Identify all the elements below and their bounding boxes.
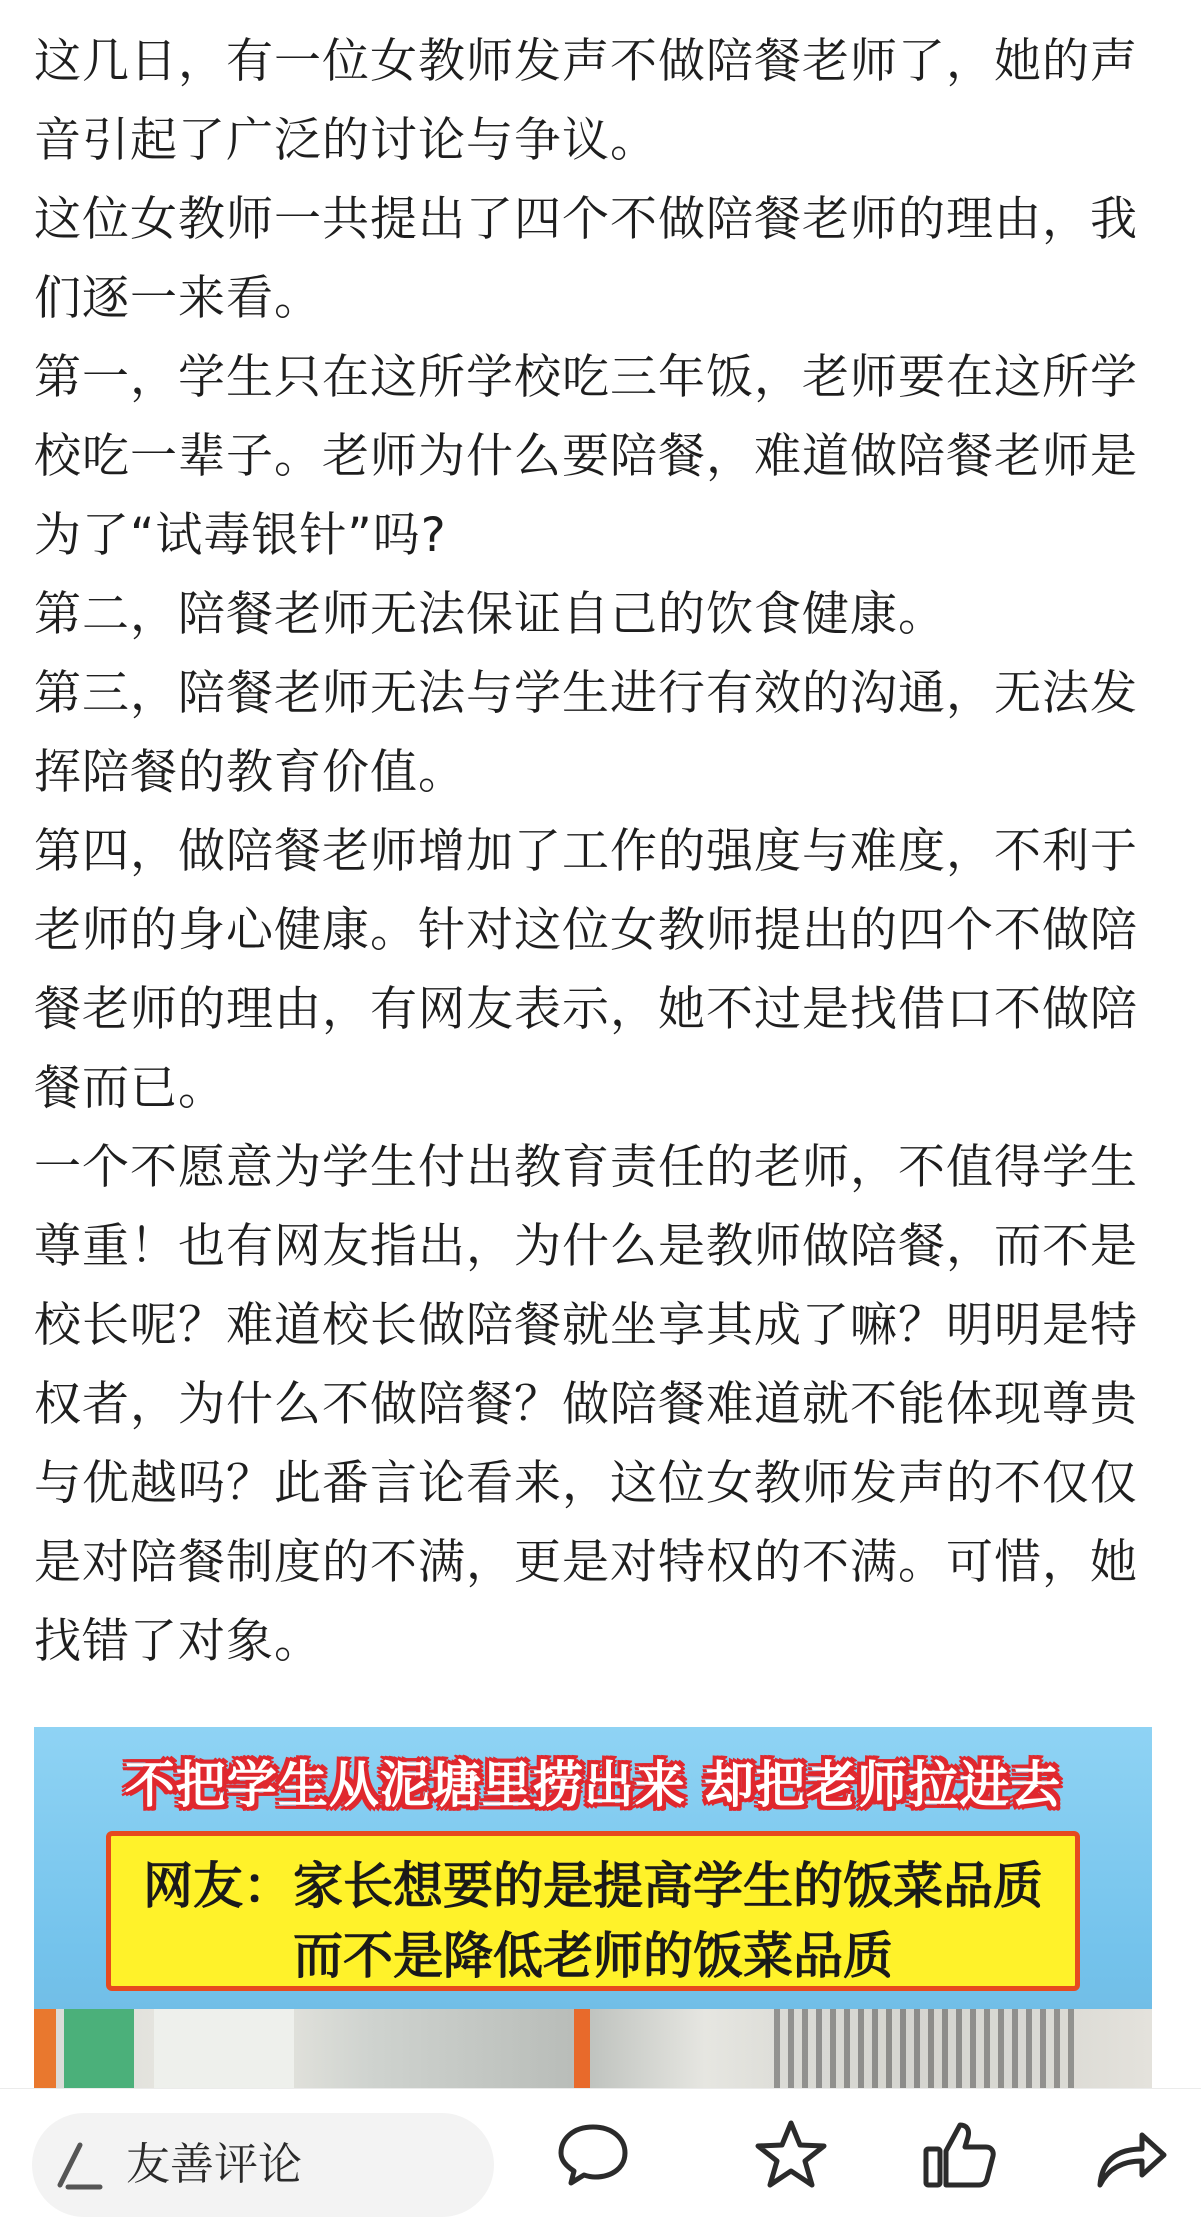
article-paragraph: 这几日，有一位女教师发声不做陪餐老师了，她的声音引起了广泛的讨论与争议。 <box>34 34 1138 168</box>
comment-button[interactable] <box>553 2115 633 2195</box>
comment-placeholder: 友善评论 <box>126 2139 302 2190</box>
image-caption-line-2: 而不是降低老师的饭菜品质 <box>293 1927 893 1985</box>
article-body <box>34 22 1144 1681</box>
favorite-button[interactable] <box>751 2115 831 2195</box>
comment-icon <box>553 2115 633 2195</box>
image-caption-line-1: 网友：家长想要的是提高学生的饭菜品质 <box>143 1857 1043 1915</box>
image-caption-box <box>106 1831 1080 1991</box>
like-button[interactable] <box>920 2115 1000 2195</box>
like-icon <box>920 2115 1000 2195</box>
article-paragraph: 第三，陪餐老师无法与学生进行有效的沟通，无法发挥陪餐的教育价值。 <box>34 666 1138 800</box>
article-paragraph: 第二，陪餐老师无法保证自己的饮食健康。 <box>34 587 946 642</box>
bottom-action-bar <box>0 2088 1201 2237</box>
pen-icon <box>54 2137 106 2193</box>
article-paragraph: 第四，做陪餐老师增加了工作的强度与难度，不利于老师的身心健康。针对这位女教师提出的四个不做陪餐老师的理由，有网友表示，她不过是找借口不做陪餐而已。 <box>34 824 1138 1116</box>
image-photo-strip <box>34 2009 1152 2097</box>
article-image[interactable] <box>34 1727 1152 2097</box>
article-paragraph: 第一，学生只在这所学校吃三年饭，老师要在这所学校吃一辈子。老师为什么要陪餐，难道做陪餐老师是为了“试毒银针”吗? <box>34 350 1138 563</box>
comment-input[interactable] <box>32 2113 494 2217</box>
article-paragraph: 一个不愿意为学生付出教育责任的老师，不值得学生尊重！也有网友指出，为什么是教师做陪餐，而不是校长呢？难道校长做陪餐就坐享其成了嘛？明明是特权者，为什么不做陪餐？做陪餐难道就不能体现尊贵与优越吗？此番言论看来，这位女教师发声的不仅仅是对陪餐制度的不满，更是对特权的不满。可惜，她找错了对象。 <box>34 1140 1138 1669</box>
share-icon <box>1090 2115 1170 2195</box>
article-paragraph: 这位女教师一共提出了四个不做陪餐老师的理由，我们逐一来看。 <box>34 192 1138 326</box>
share-button[interactable] <box>1090 2115 1170 2195</box>
star-icon <box>751 2115 831 2195</box>
image-headline: 不把学生从泥塘里捞出来 却把老师拉进去 <box>124 1756 1062 1814</box>
